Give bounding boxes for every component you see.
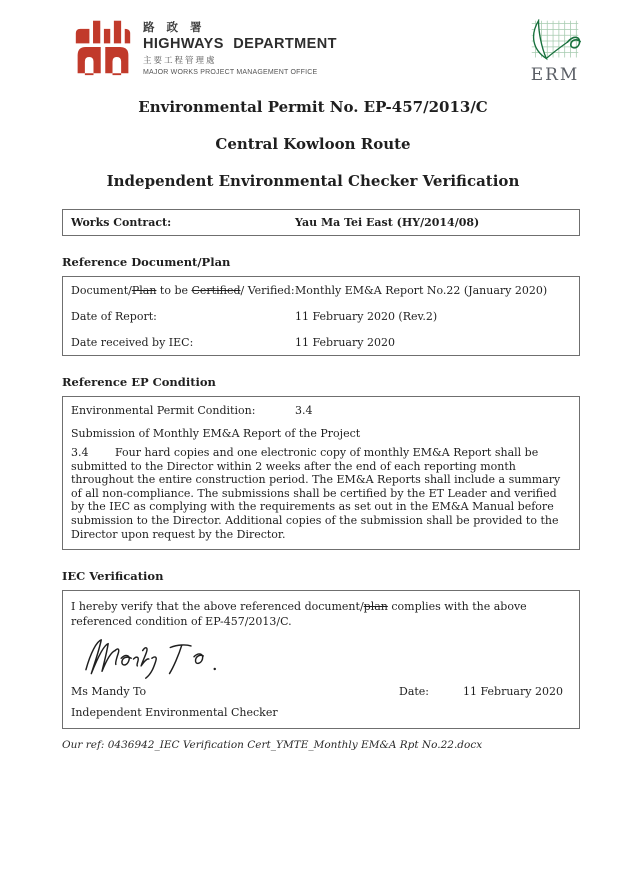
letterhead <box>0 0 626 85</box>
clause-number: 3.4 <box>71 446 89 459</box>
hyd-name-english: HIGHWAYS DEPARTMENT <box>143 36 337 53</box>
ep-condition-clause <box>71 446 571 541</box>
strikethrough-certified: Certified <box>191 283 241 297</box>
date-of-report-label: Date of Report: <box>71 309 157 323</box>
hyd-name-chinese: 路 政 署 <box>143 20 206 34</box>
signatory-title: Independent Environmental Checker <box>71 706 278 720</box>
works-contract-row <box>63 210 579 235</box>
ep-condition-subtitle: Submission of Monthly EM&A Report of the Project <box>71 427 361 440</box>
hyd-office-chinese: 主要工程管理處 <box>143 55 217 66</box>
erm-wordmark: ERM <box>530 65 580 85</box>
our-ref-footer: Our ref: 0436942_IEC Verification Cert_YMTE_Monthly EM&A Rpt No.22.docx <box>62 739 483 752</box>
document-verified-row <box>63 277 579 303</box>
works-contract-label: Works Contract: <box>71 216 172 229</box>
verification-statement: I hereby verify that the above referenced document/plan complies with the above referenced condition of EP-457/2013/C. <box>71 600 531 628</box>
signatory-name: Ms Mandy To <box>71 685 147 699</box>
ep-condition-value: 3.4 <box>295 404 313 417</box>
ep-condition-row <box>71 404 571 417</box>
strikethrough-plan-statement: plan <box>363 600 388 614</box>
date-label: Date: <box>399 685 430 699</box>
project-title: Central Kowloon Route <box>215 135 411 153</box>
iec-verification-heading: IEC Verification <box>62 569 164 584</box>
date-received-value: 11 February 2020 <box>295 335 395 349</box>
date-of-report-row <box>63 303 579 329</box>
reference-document-table <box>62 276 580 356</box>
document-type-title: Independent Environmental Checker Verification <box>106 172 520 190</box>
reference-document-heading: Reference Document/Plan <box>62 255 231 269</box>
date-received-row <box>63 329 579 355</box>
document-titles <box>0 98 626 190</box>
handwritten-signature-icon <box>73 636 571 682</box>
highways-department-block <box>74 18 337 79</box>
highways-department-titles <box>143 18 337 77</box>
erm-logo-block <box>524 19 586 85</box>
signatory-row <box>71 685 571 698</box>
ep-condition-table <box>62 396 580 550</box>
date-received-label: Date received by IEC: <box>71 335 194 349</box>
permit-number-title: Environmental Permit No. EP-457/2013/C <box>138 98 488 116</box>
ep-condition-label: Environmental Permit Condition: <box>71 404 256 417</box>
works-contract-table <box>62 209 580 236</box>
signature-date-value: 11 February 2020 <box>463 685 563 699</box>
iec-verification-table <box>62 590 580 729</box>
hyd-office-english: MAJOR WORKS PROJECT MANAGEMENT OFFICE <box>143 68 318 76</box>
highways-department-logo-icon <box>74 18 132 79</box>
works-contract-value: Yau Ma Tei East (HY/2014/08) <box>295 216 480 229</box>
date-of-report-value: 11 February 2020 (Rev.2) <box>295 309 438 323</box>
clause-text: Four hard copies and one electronic copy of monthly EM&A Report shall be submitted to the Director within 2 weeks after the end of each reporting month throughout the entire construction period. The EM&A Reports shall include a summary of all non-compliance. The submissions shall be certified by the ET Leader and verified by the IEC as complying with the requirements as set out in the EM&A Manual before submission to the Director. Additional copies of the submission shall be provided to the Director upon request by the Director. <box>71 446 561 541</box>
strikethrough-plan: Plan <box>131 283 157 297</box>
document-verified-value: Monthly EM&A Report No.22 (January 2020) <box>295 283 548 297</box>
ep-condition-heading: Reference EP Condition <box>62 375 216 389</box>
document-verified-label: Document/Plan to be Certified/ Verified: <box>71 283 295 297</box>
document-body <box>62 209 580 751</box>
